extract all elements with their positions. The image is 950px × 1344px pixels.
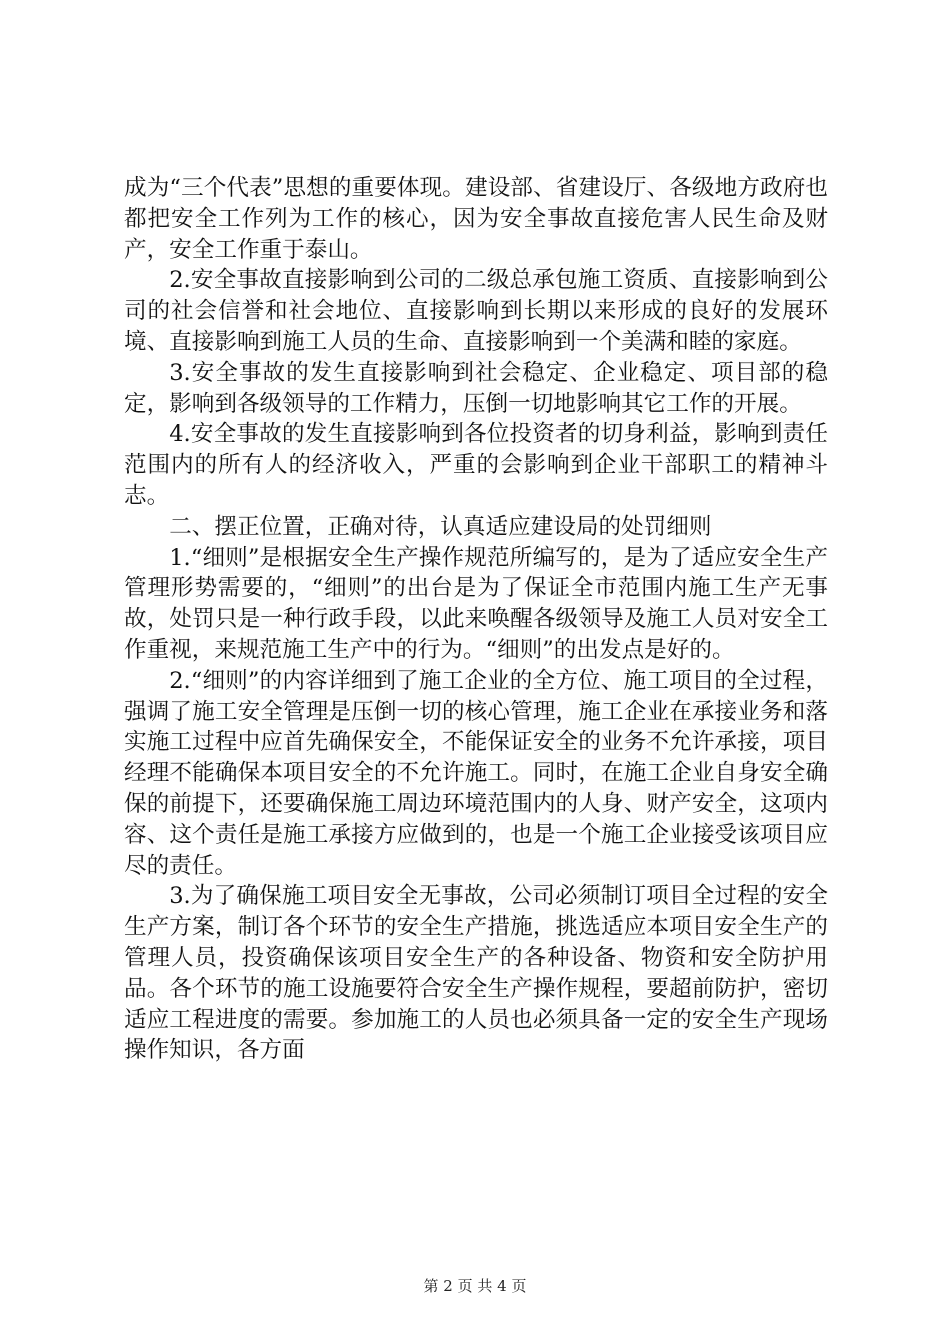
section-heading: 二、摆正位置，正确对待，认真适应建设局的处罚细则 [169,513,712,540]
document-body [124,173,828,1066]
paragraph-rule-1: 1.“细则”是根据安全生产操作规范所编写的，是为了适应安全生产管理形势需要的，“细则”的出台是为了保证全市范围内施工生产无事故，处罚只是一种行政手段，以此来唤醒各级领导及施工人员对安全工作重视，来规范施工生产中的行为。“细则”的出发点是好的。 [124,544,828,663]
paragraph-rule-2: 2.“细则”的内容详细到了施工企业的全方位、施工项目的全过程，强调了施工安全管理是压倒一切的核心管理，施工企业在承接业务和落实施工过程中应首先确保安全，不能保证安全的业务不允许承接，项目经理不能确保本项目安全的不允许施工。同时，在施工企业自身安全确保的前提下，还要确保施工周边环境范围内的人身、财产安全，这项内容、这个责任是施工承接方应做到的，也是一个施工企业接受该项目应尽的责任。 [124,667,828,879]
paragraph-item-4: 4.安全事故的发生直接影响到各位投资者的切身利益，影响到责任范围内的所有人的经济收入，严重的会影响到企业干部职工的精神斗志。 [124,421,828,509]
paragraph-continuation: 成为“三个代表”思想的重要体现。建设部、省建设厅、各级地方政府也都把安全工作列为工作的核心，因为安全事故直接危害人民生命及财产，安全工作重于泰山。 [124,175,828,263]
paragraph-item-3: 3.安全事故的发生直接影响到社会稳定、企业稳定、项目部的稳定，影响到各级领导的工作精力，压倒一切地影响其它工作的开展。 [124,359,828,417]
page-number-footer: 第 2 页 共 4 页 [423,1277,527,1295]
paragraph-item-2: 2.安全事故直接影响到公司的二级总承包施工资质、直接影响到公司的社会信誉和社会地位、直接影响到长期以来形成的良好的发展环境、直接影响到施工人员的生命、直接影响到一个美满和睦的家庭。 [124,267,828,355]
paragraph-rule-3: 3.为了确保施工项目安全无事故，公司必须制订项目全过程的安全生产方案，制订各个环节的安全生产措施，挑选适应本项目安全生产的管理人员，投资确保该项目安全生产的各种设备、物资和安全防护用品。各个环节的施工设施要符合安全生产操作规程，要超前防护，密切适应工程进度的需要。参加施工的人员也必须具备一定的安全生产现场操作知识，各方面 [124,883,828,1064]
